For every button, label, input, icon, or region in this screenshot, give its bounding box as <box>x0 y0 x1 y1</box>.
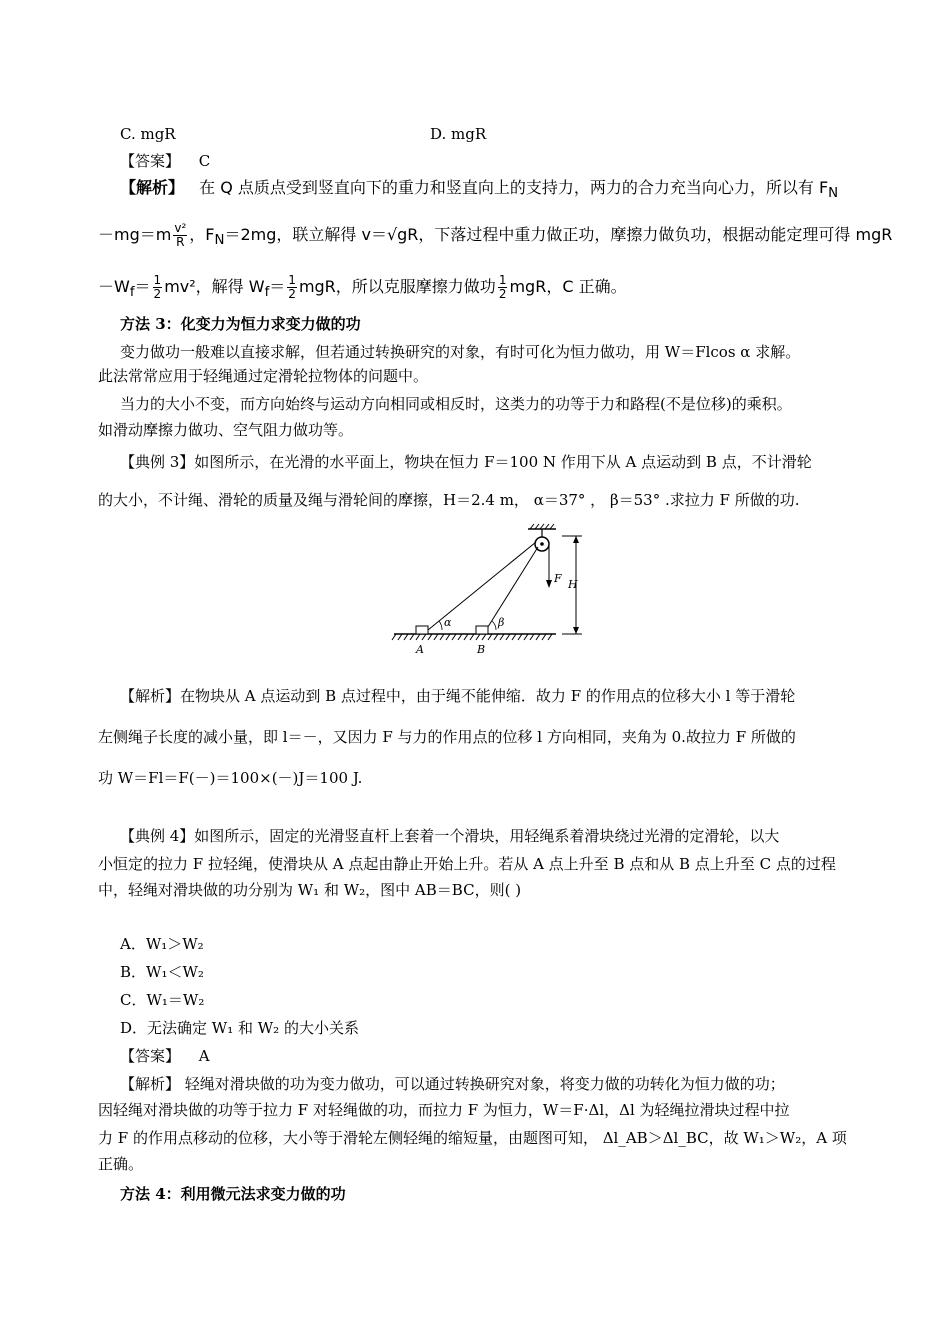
h-arrow-up <box>573 536 579 543</box>
block-B <box>476 626 488 634</box>
beta-arc <box>492 621 496 630</box>
answer-label: 【答案】 <box>120 152 181 170</box>
example4-option-d: D．无法确定 W₁ 和 W₂ 的大小关系 <box>120 1019 359 1037</box>
label-H: H <box>568 578 578 591</box>
example4-line2: 小恒定的拉力 F 拉轻绳，使滑块从 A 点起由静止开始上升。若从 A 点上升至 B 点和从 B 点上升至 C 点的过程 <box>98 855 836 873</box>
example3-sol-line1: 【解析】在物块从 A 点运动到 B 点过程中，由于绳不能伸缩．故力 F 的作用点的位移大小 l 等于滑轮 <box>120 687 796 705</box>
label-beta: β <box>498 616 505 629</box>
pulley-figure <box>390 522 630 666</box>
example4-answer-line <box>120 1046 210 1066</box>
method3-p1-line1: 变力做功一般难以直接求解，但若通过转换研究的对象，有时可化为恒力做功，用 W＝Flcos α 求解。 <box>120 343 801 361</box>
method3-p1-line2: 此法常常应用于轻绳通过定滑轮拉物体的问题中。 <box>98 367 429 385</box>
example4-sol-line2: 因轻绳对滑块做的功等于拉力 F 对轻绳做的功，而拉力 F 为恒力，W＝F·Δl，Δl 为轻绳拉滑块过程中拉 <box>98 1101 790 1119</box>
h-arrow-down <box>573 627 579 634</box>
label-A: A <box>416 643 424 656</box>
label-B: B <box>477 643 486 656</box>
option-d: D. mgR <box>430 125 487 143</box>
analysis-line-3: $-W_f=$ $\frac{1}{2}$ mv²，解得 $W_f=$ $\frac{1}{2}$ mgR，所以克服摩擦力做功 $\frac{1}{2}$ mgR，C 正确。 <box>98 273 627 301</box>
example4-sol-line1: 【解析】 轻绳对滑块做的功为变力做功，可以通过转换研究对象，将变力做的功转化为恒力做的功； <box>120 1075 785 1093</box>
alpha-arc <box>439 621 442 630</box>
method3-heading: 方法 3：化变力为恒力求变力做的功 <box>120 315 361 333</box>
method3-p2-line1: 当力的大小不变，而方向始终与运动方向相同或相反时，这类力的功等于力和路程(不是位移)的乘积。 <box>120 395 792 413</box>
option-c: C. mgR <box>120 125 176 143</box>
example3-sol-line2: 左侧绳子长度的减小量，即 l＝－，又因力 F 与力的作用点的位移 l 方向相同，夹角为 0.故拉力 F 所做的 <box>98 728 796 746</box>
answer-line <box>120 151 210 171</box>
example4-sol-line3: 力 F 的作用点移动的位移，大小等于滑轮左侧轻绳的缩短量，由题图可知， Δl_AB＞Δl_BC，故 W₁＞W₂，A 项 <box>98 1129 847 1147</box>
answer-value: C <box>198 152 211 170</box>
analysis-line-1: 【解析】 在 Q 点质点受到竖直向下的重力和竖直向上的支持力，两力的合力充当向心力，所以有 $F_N$ <box>120 178 839 202</box>
pulley-axle <box>540 542 544 546</box>
example4-option-a: A．W₁＞W₂ <box>120 935 204 953</box>
example4-option-b: B．W₁＜W₂ <box>120 963 204 981</box>
ground-hatch <box>392 634 552 640</box>
example4-option-c: C．W₁＝W₂ <box>120 991 205 1009</box>
example4-sol-line4: 正确。 <box>98 1155 144 1173</box>
force-arrowhead <box>546 580 552 588</box>
method3-p2-line2: 如滑动摩擦力做功、空气阻力做功等。 <box>98 421 354 439</box>
example4-line3: 中，轻绳对滑块做的功分别为 W₁ 和 W₂，图中 AB＝BC，则( ) <box>98 881 522 899</box>
example4-answer-value: A <box>198 1047 210 1065</box>
example3-line2: 的大小，不计绳、滑轮的质量及绳与滑轮间的摩擦，H＝2.4 m， α＝37° ， β＝53° .求拉力 F 所做的功. <box>98 491 800 509</box>
example4-answer-label: 【答案】 <box>120 1047 181 1065</box>
rope-to-B <box>486 547 538 630</box>
label-alpha: α <box>444 616 452 629</box>
analysis-line-2: －mg＝m $\frac{\text{v²}}{R}$ ，$F_N=2mg$，联立解得 v＝√gR，下落过程中重力做正功，摩擦力做负功，根据动能定理可得 mgR <box>98 221 893 249</box>
example3-sol-line3: 功 W＝Fl＝F(－)＝100×(－)J＝100 J. <box>98 769 363 787</box>
label-F: F <box>554 572 562 585</box>
example3-line1: 【典例 3】如图所示，在光滑的水平面上，物块在恒力 F＝100 N 作用下从 A 点运动到 B 点，不计滑轮 <box>120 453 812 471</box>
method4-heading: 方法 4：利用微元法求变力做的功 <box>120 1185 346 1203</box>
example4-line1: 【典例 4】如图所示，固定的光滑竖直杆上套着一个滑块，用轻绳系着滑块绕过光滑的定滑轮，以大 <box>120 827 780 845</box>
block-A <box>416 626 428 634</box>
